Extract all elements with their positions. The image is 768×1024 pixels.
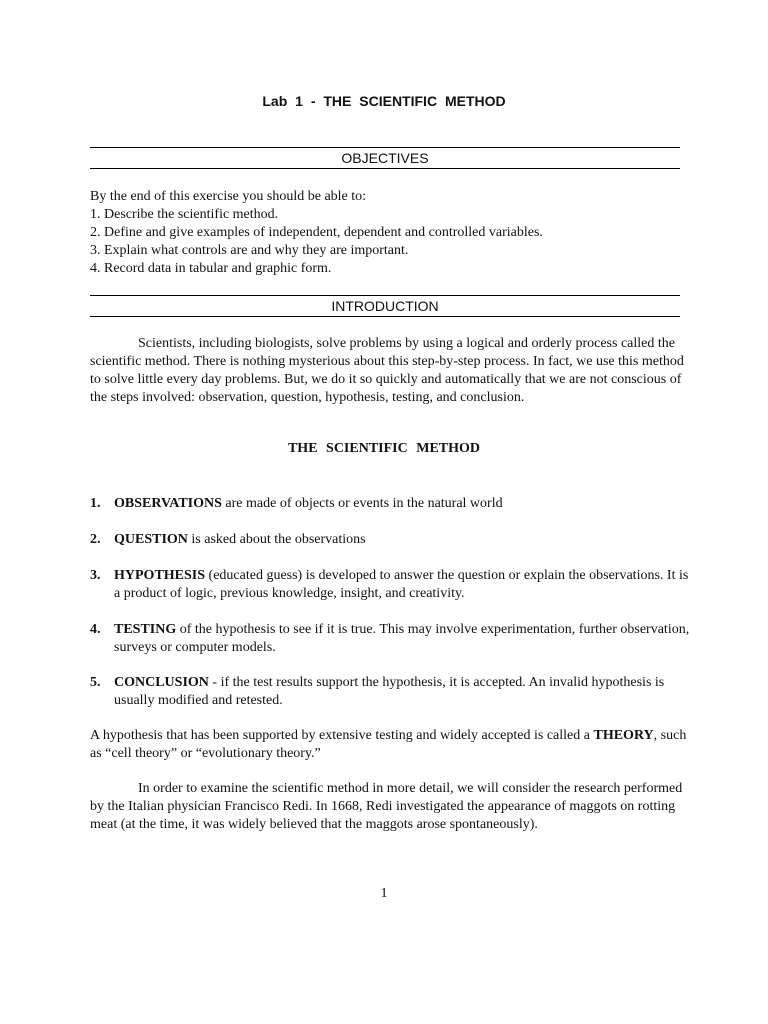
step-number: 1. xyxy=(90,496,101,511)
theory-text-before: A hypothesis that has been supported by extensive testing and widely accepted is called a xyxy=(90,728,594,743)
step-text: are made of objects or events in the natural world xyxy=(221,496,503,511)
page-title: Lab 1 - THE SCIENTIFIC METHOD xyxy=(262,93,506,109)
step-text: of the hypothesis to see if it is true. This may involve experimentation, further observation, surveys or computer models. xyxy=(114,622,690,655)
objectives-intro: By the end of this exercise you should be able to: xyxy=(90,189,367,204)
step-text: (educated guess) is developed to answer the question or explain the observations. It is a product of logic, previous knowledge, insight, and creativity. xyxy=(114,568,689,601)
objective-item: 1. Describe the scientific method. xyxy=(90,207,279,222)
method-step xyxy=(90,495,690,513)
objective-item: 2. Define and give examples of independent, dependent and controlled variables. xyxy=(90,225,543,240)
step-number: 4. xyxy=(90,622,101,637)
step-keyword: OBSERVATIONS xyxy=(114,496,222,511)
introduction-section xyxy=(90,335,690,407)
method-step xyxy=(90,674,690,710)
introduction-paragraph: Scientists, including biologists, solve problems by using a logical and orderly process called the scientific method. There is nothing mysterious about this step-by-step process. In fact, we use this method to solve little every day problems. But, we do it so quickly and automatically that we are not conscious of the steps involved: observation, question, hypothesis, testing, and conclusion. xyxy=(90,336,684,405)
step-keyword: TESTING xyxy=(114,622,177,637)
objectives-heading: OBJECTIVES xyxy=(90,147,680,169)
introduction-heading: INTRODUCTION xyxy=(90,295,680,317)
step-number: 3. xyxy=(90,568,101,583)
redi-section xyxy=(90,780,690,834)
page-number: 1 xyxy=(380,886,388,901)
step-text: - if the test results support the hypothesis, it is accepted. An invalid hypothesis is usually modified and retested. xyxy=(114,675,665,708)
scientific-method-heading: THE SCIENTIFIC METHOD xyxy=(287,441,481,456)
redi-paragraph: In order to examine the scientific method in more detail, we will consider the research performed by the Italian physician Francisco Redi. In 1668, Redi investigated the appearance of maggots on rotting meat (at the time, it was widely believed that the maggots arose spontaneously). xyxy=(90,781,683,832)
step-number: 5. xyxy=(90,675,101,690)
objective-item: 4. Record data in tabular and graphic form. xyxy=(90,261,332,276)
step-keyword: HYPOTHESIS xyxy=(114,568,206,583)
objectives-list xyxy=(90,188,690,278)
theory-text-after: , such as “cell theory” or “evolutionary theory.” xyxy=(90,728,687,761)
step-keyword: QUESTION xyxy=(114,532,188,547)
step-text: is asked about the observations xyxy=(187,532,366,547)
method-step xyxy=(90,567,690,603)
method-step xyxy=(90,621,690,657)
objective-item: 3. Explain what controls are and why they are important. xyxy=(90,243,409,258)
theory-keyword: THEORY xyxy=(593,728,654,743)
theory-paragraph xyxy=(90,727,690,763)
step-number: 2. xyxy=(90,532,101,547)
step-keyword: CONCLUSION xyxy=(114,675,209,690)
method-step xyxy=(90,531,690,549)
